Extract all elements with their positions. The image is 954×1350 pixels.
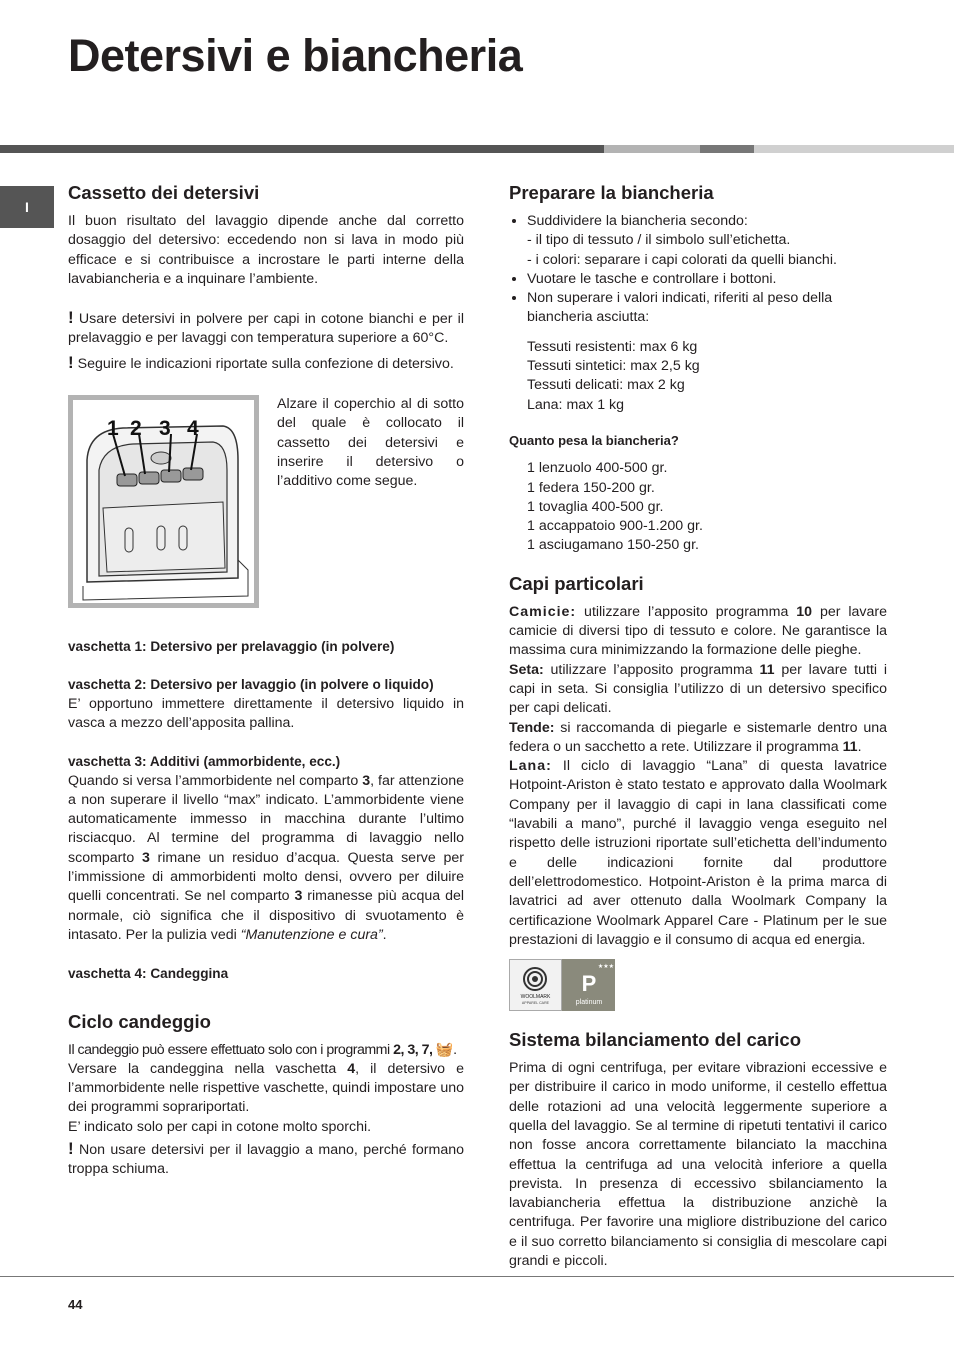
capi-seta: Seta: utilizzare l’apposito programma 11 per lavare tutti i capi in seta. Si consiglia l’utilizzo di un detersivo specifico per capi delicati. (509, 661, 887, 717)
list-item: • Non superare i valori indicati, riferiti al peso della biancheria asciutta: (527, 289, 887, 328)
svg-text:APPAREL CARE: APPAREL CARE (521, 1001, 550, 1006)
capi-camicie: Camicie: utilizzare l’apposito programma 10 per lavare camicie di diversi tipo di tessuto e colore. Ne garantisce la massima cura minimizzando la formazione delle pieghe. (509, 603, 887, 659)
section-heading-capi: Capi particolari (509, 572, 644, 594)
weights-list (509, 459, 887, 555)
header-bar-segment-4 (754, 145, 954, 153)
section-heading-candeggio: Ciclo candeggio (68, 1010, 211, 1032)
capi-tende: Tende: si raccomanda di piegarle e sistemarle dentro una federa o un sacchetto a rete. Utilizzare il programma 11. (509, 719, 887, 755)
section-heading-cassetto: Cassetto dei detersivi (68, 182, 260, 203)
list-item: • Vuotare le tasche e controllare i bottoni. (527, 270, 887, 289)
weight-item: 1 asciugamano 150-250 gr. (527, 537, 699, 554)
vaschetta-2-text: E’ opportuno immettere direttamente il detersivo liquido in vasca a mezzo dell’apposita pallina. (68, 695, 464, 731)
woolmark-logo (509, 959, 615, 1011)
weight-item: 1 accappatoio 900-1.200 gr. (527, 518, 703, 535)
candeggio-line-1: Il candeggio può essere effettuato solo con i programmi 2, 3, 7, 🧺. (68, 1041, 457, 1058)
warning-icon: ! (68, 308, 74, 328)
weight-item: 1 tovaglia 400-500 gr. (527, 498, 664, 515)
header-bar-segment-1 (0, 145, 604, 153)
limit-item: Lana: max 1 kg (527, 396, 625, 413)
limit-item: Tessuti delicati: max 2 kg (527, 377, 685, 394)
preparation-list (509, 212, 887, 328)
sistema-text: Prima di ogni centrifuga, per evitare vibrazioni eccessive e per distribuire il carico in modo uniforme, il cestello effettua delle rotazioni ad una velocità leggermente superiore a quella del lavaggio. Se al termine di ripetuti tentativi il carico non fosse ancora correttamente bilanciato la macchina effettua la centrifuga ad una velocità inferiore a quella prevista. In presenza di eccessivo sbilanciamento la lavabiancheria effettua la distribuzione anzichè la centrifuga. Per favorire una migliore distribuzione del carico e il suo corretto bilanciamento si consiglia di mescolare capi grandi e piccoli. (509, 1060, 887, 1270)
vaschetta-3-title: vaschetta 3: Additivi (ammorbidente, ecc.) (68, 754, 341, 770)
cassetto-intro: Il buon risultato del lavaggio dipende anche dal corretto dosaggio del detersivo: eccedendo non si lava in modo più efficace e si contribuisce a incrostare le parti interne della lavabiancheria e a inquinare l’ambiente. (68, 213, 464, 287)
weights-heading: Quanto pesa la biancheria? (509, 432, 679, 448)
candeggio-line-2: Versare la candeggina nella vaschetta 4, il detersivo e l’ammorbidente nelle rispettive vaschette, quindi impostare uno dei programmi soprariportati. (68, 1060, 465, 1116)
hand-wash-icon: 🧺 (435, 1041, 454, 1058)
vaschetta-3-text: Quando si versa l’ammorbidente nel comparto 3, far attenzione a non superare il livello “max” indicato. L’ammorbidente viene automaticamente immesso in macchina durante l’ultimo risciacquo. Al termine del programma di lavaggio nello scomparto 3 rimane un residuo d’acqua. Questa serve per l’immissione di ammorbidenti molto densi, ovvero per diluire quelli concentrati. Se nel comparto 3 rimanesse più acqua del normale, ciò significa che il dispositivo di svuotamento è intasato. Per la pulizia vedi “Manutenzione e cura”. (68, 772, 465, 943)
warning-icon: ! (68, 352, 74, 372)
left-column (68, 181, 464, 1180)
woolmark-symbol (509, 959, 562, 1011)
platinum-badge (562, 959, 615, 1011)
list-item: • Suddividere la biancheria secondo: - il tipo di tessuto / il simbolo sull’etichetta. - i colori: separare i capi colorati da quelli bianchi. (527, 212, 887, 270)
weight-limits (509, 338, 887, 415)
candeggio-line-3: E’ indicato solo per capi in cotone molto sporchi. (68, 1118, 372, 1135)
svg-text:★★★: ★★★ (597, 963, 615, 971)
compartment-label-2: 2 (130, 417, 142, 441)
limit-item: Tessuti sintetici: max 2,5 kg (527, 358, 700, 375)
cassetto-warning-2: ! Seguire le indicazioni riportate sulla confezione di detersivo. (68, 352, 454, 372)
weight-item: 1 federa 150-200 gr. (527, 479, 655, 496)
header-bar-segment-3 (700, 145, 754, 153)
compartment-label-1: 1 (107, 417, 119, 441)
page-title: Detersivi e biancheria (68, 30, 523, 81)
compartment-label-3: 3 (159, 417, 171, 441)
vaschetta-4-title: vaschetta 4: Candeggina (68, 966, 229, 982)
cassetto-warning-1: ! Usare detersivi in polvere per capi in cotone bianchi e per il prelavaggio e per lavaggi con temperatura superiore a 60°C. (68, 308, 464, 347)
section-heading-sistema: Sistema bilanciamento del carico (509, 1029, 801, 1051)
detergent-drawer-figure (68, 395, 259, 608)
vaschetta-2-title: vaschetta 2: Detersivo per lavaggio (in polvere o liquido) (68, 677, 434, 693)
right-column (509, 181, 887, 1271)
svg-text:P: P (581, 971, 597, 997)
candeggio-warning: ! Non usare detersivi per il lavaggio a mano, perché formano troppa schiuma. (68, 1139, 464, 1178)
header-bar-segment-2 (604, 145, 700, 153)
weight-item: 1 lenzuolo 400-500 gr. (527, 460, 668, 477)
svg-text:WOOLMARK: WOOLMARK (520, 994, 551, 1001)
detergent-drawer-illustration (73, 400, 254, 603)
vaschetta-1-title: vaschetta 1: Detersivo per prelavaggio (in polvere) (68, 639, 395, 655)
warning-icon: ! (68, 1139, 74, 1159)
page-number: 44 (68, 1297, 83, 1312)
footer-divider (0, 1276, 954, 1277)
language-tab: I (0, 186, 54, 228)
compartment-label-4: 4 (187, 417, 199, 441)
svg-text:platinum: platinum (575, 999, 603, 1007)
figure-caption: Alzare il coperchio al di sotto del quale è collocato il cassetto dei detersivi e inserire il detersivo o l’additivo come segue. (277, 396, 464, 490)
limit-item: Tessuti resistenti: max 6 kg (527, 338, 698, 355)
section-heading-preparare: Preparare la biancheria (509, 182, 714, 203)
capi-lana: Lana: Il ciclo di lavaggio “Lana” di questa lavatrice Hotpoint-Ariston è stato testato e approvato dalla Woolmark Company per il lavaggio di capi in lana classificati come “lavabili a mano”, purché il lavaggio venga eseguito nel rispetto delle istruzioni riportate sull’etichetta dell’indumento e delle indicazioni fornite dal produttore dell’elettrodomestico. Hotpoint-Ariston è la prima marca di lavatrici ad aver ottenuto dalla Woolmark Company la certificazione Woolmark Apparel Care - Platinum per le sue prestazioni di lavaggio e il consumo di acqua ed energia. (509, 758, 887, 948)
